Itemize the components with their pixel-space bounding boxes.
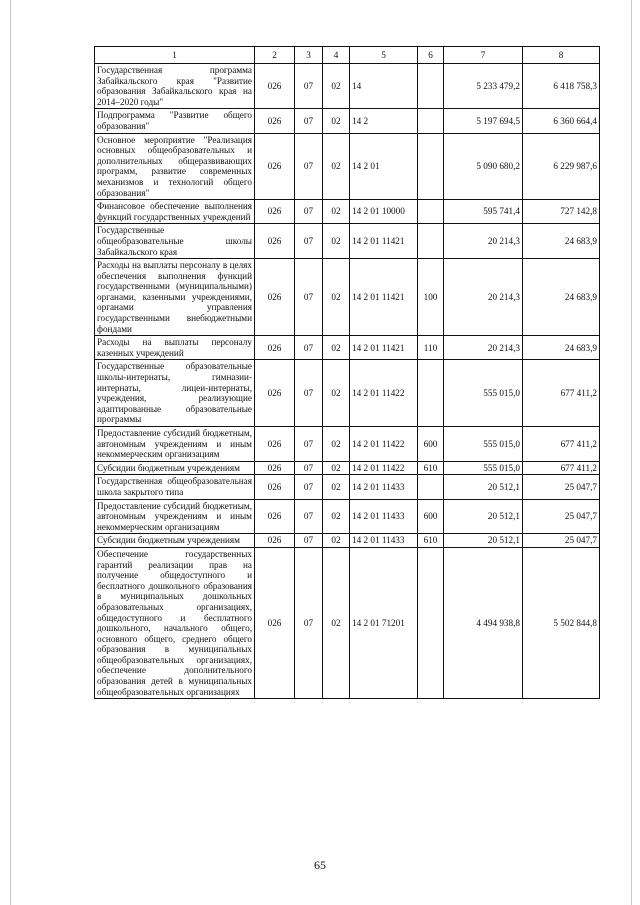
row-section-code: 07	[295, 547, 323, 698]
row-amount-year-1: 20 214,3	[444, 336, 523, 360]
row-subsection-code: 02	[323, 461, 350, 475]
row-ministry-code: 026	[255, 336, 295, 360]
row-ministry-code: 026	[255, 499, 295, 534]
table-row	[95, 547, 600, 698]
row-section-code: 07	[295, 109, 323, 133]
row-ministry-code: 026	[255, 133, 295, 200]
row-ministry-code: 026	[255, 534, 295, 548]
row-ministry-code: 026	[255, 109, 295, 133]
row-section-code: 07	[295, 534, 323, 548]
row-subsection-code: 02	[323, 547, 350, 698]
row-target-code: 14 2 01 11422	[350, 461, 418, 475]
row-expense-type: 110	[418, 336, 444, 360]
row-section-code: 07	[295, 475, 323, 499]
row-amount-year-2: 677 411,2	[523, 461, 600, 475]
row-amount-year-1: 5 090 680,2	[444, 133, 523, 200]
row-target-code: 14 2 01 11422	[350, 360, 418, 427]
row-amount-year-2: 24 683,9	[523, 259, 600, 336]
row-name: Предоставление субсидий бюджетным, автономным учреждениям и иным некоммерческим организациям	[95, 499, 255, 534]
row-name: Субсидии бюджетным учреждениям	[95, 461, 255, 475]
row-subsection-code: 02	[323, 360, 350, 427]
row-amount-year-2: 25 047,7	[523, 499, 600, 534]
table-row	[95, 133, 600, 200]
row-section-code: 07	[295, 64, 323, 109]
row-amount-year-2: 6 360 664,4	[523, 109, 600, 133]
row-target-code: 14 2 01 11421	[350, 224, 418, 259]
row-ministry-code: 026	[255, 427, 295, 462]
row-amount-year-2: 5 502 844,8	[523, 547, 600, 698]
row-amount-year-2: 25 047,7	[523, 475, 600, 499]
row-expense-type	[418, 109, 444, 133]
row-section-code: 07	[295, 427, 323, 462]
row-amount-year-1: 20 512,1	[444, 534, 523, 548]
column-header: 7	[444, 47, 523, 64]
row-name: Государственная программа Забайкальского края "Развитие образования Забайкальского края на 2014–2020 годы"	[95, 64, 255, 109]
header-row	[95, 47, 600, 64]
table-row	[95, 259, 600, 336]
row-expense-type	[418, 547, 444, 698]
row-target-code: 14 2 01 11433	[350, 475, 418, 499]
row-amount-year-2: 6 418 758,3	[523, 64, 600, 109]
row-amount-year-1: 5 233 479,2	[444, 64, 523, 109]
table-row	[95, 360, 600, 427]
table-row	[95, 64, 600, 109]
row-name: Государственная общеобразовательная школа закрытого типа	[95, 475, 255, 499]
row-target-code: 14 2 01 11422	[350, 427, 418, 462]
row-expense-type	[418, 224, 444, 259]
row-subsection-code: 02	[323, 224, 350, 259]
row-amount-year-2: 25 047,7	[523, 534, 600, 548]
row-ministry-code: 026	[255, 461, 295, 475]
row-name: Государственные образовательные школы-интернаты, гимназии-интернаты, лицеи-интернаты, учреждения, реализующие адаптированные образовательные программы	[95, 360, 255, 427]
column-header: 8	[523, 47, 600, 64]
table-row	[95, 109, 600, 133]
row-subsection-code: 02	[323, 259, 350, 336]
row-amount-year-2: 677 411,2	[523, 360, 600, 427]
row-section-code: 07	[295, 200, 323, 224]
budget-table	[94, 46, 600, 699]
row-name: Расходы на выплаты персоналу казенных учреждений	[95, 336, 255, 360]
row-amount-year-2: 24 683,9	[523, 224, 600, 259]
row-subsection-code: 02	[323, 64, 350, 109]
row-target-code: 14 2 01 11421	[350, 259, 418, 336]
row-section-code: 07	[295, 133, 323, 200]
row-amount-year-1: 20 214,3	[444, 259, 523, 336]
row-target-code: 14 2 01	[350, 133, 418, 200]
row-section-code: 07	[295, 259, 323, 336]
row-target-code: 14 2 01 11433	[350, 499, 418, 534]
row-amount-year-1: 555 015,0	[444, 461, 523, 475]
row-name: Предоставление субсидий бюджетным, автономным учреждениям и иным некоммерческим организациям	[95, 427, 255, 462]
row-name: Субсидии бюджетным учреждениям	[95, 534, 255, 548]
row-name: Финансовое обеспечение выполнения функций государственных учреждений	[95, 200, 255, 224]
column-header: 6	[418, 47, 444, 64]
row-ministry-code: 026	[255, 259, 295, 336]
table-row	[95, 475, 600, 499]
page-number: 65	[314, 858, 326, 872]
row-subsection-code: 02	[323, 534, 350, 548]
row-section-code: 07	[295, 461, 323, 475]
row-amount-year-1: 5 197 694,5	[444, 109, 523, 133]
row-subsection-code: 02	[323, 475, 350, 499]
row-amount-year-1: 20 512,1	[444, 475, 523, 499]
row-name: Расходы на выплаты персоналу в целях обеспечения выполнения функций государственными (муниципальными) органами, казенными учреждениями, органами управления государственными внебюджетными фондами	[95, 259, 255, 336]
row-name: Подпрограмма "Развитие общего образования"	[95, 109, 255, 133]
row-ministry-code: 026	[255, 547, 295, 698]
row-ministry-code: 026	[255, 64, 295, 109]
row-amount-year-2: 24 683,9	[523, 336, 600, 360]
row-amount-year-1: 20 512,1	[444, 499, 523, 534]
row-section-code: 07	[295, 499, 323, 534]
row-subsection-code: 02	[323, 133, 350, 200]
page-edge-left	[10, 0, 11, 905]
row-target-code: 14 2 01 11421	[350, 336, 418, 360]
row-target-code: 14 2 01 71201	[350, 547, 418, 698]
row-expense-type: 610	[418, 534, 444, 548]
row-subsection-code: 02	[323, 336, 350, 360]
row-target-code: 14 2 01 11433	[350, 534, 418, 548]
table-row	[95, 336, 600, 360]
row-amount-year-2: 677 411,2	[523, 427, 600, 462]
column-header: 3	[295, 47, 323, 64]
row-ministry-code: 026	[255, 360, 295, 427]
row-amount-year-1: 555 015,0	[444, 427, 523, 462]
row-subsection-code: 02	[323, 200, 350, 224]
row-ministry-code: 026	[255, 475, 295, 499]
page-edge-right	[631, 0, 632, 905]
row-expense-type: 600	[418, 499, 444, 534]
row-name: Основное мероприятие "Реализация основных общеобразовательных и дополнительных общеразвивающих программ, развитие современных механизмов и технологий общего образования"	[95, 133, 255, 200]
table-row	[95, 224, 600, 259]
row-section-code: 07	[295, 224, 323, 259]
row-target-code: 14	[350, 64, 418, 109]
row-amount-year-1: 555 015,0	[444, 360, 523, 427]
row-target-code: 14 2	[350, 109, 418, 133]
row-amount-year-1: 595 741,4	[444, 200, 523, 224]
row-expense-type	[418, 360, 444, 427]
row-expense-type: 100	[418, 259, 444, 336]
table-row	[95, 499, 600, 534]
column-header: 4	[323, 47, 350, 64]
row-expense-type: 610	[418, 461, 444, 475]
row-amount-year-1: 4 494 938,8	[444, 547, 523, 698]
column-header: 5	[350, 47, 418, 64]
row-expense-type	[418, 475, 444, 499]
row-subsection-code: 02	[323, 499, 350, 534]
row-subsection-code: 02	[323, 427, 350, 462]
row-expense-type	[418, 133, 444, 200]
row-ministry-code: 026	[255, 224, 295, 259]
row-name: Обеспечение государственных гарантий реализации прав на получение общедоступного и бесплатного дошкольного образования в муниципальных дошкольных образовательных организациях, общедоступного и бесплатного дошкольного, начального общего, основного общего, среднего общего образования в муниципальных общеобразовательных организациях, обеспечение дополнительного образования детей в муниципальных общеобразовательных организациях	[95, 547, 255, 698]
column-header: 2	[255, 47, 295, 64]
table-row	[95, 534, 600, 548]
row-amount-year-1: 20 214,3	[444, 224, 523, 259]
row-section-code: 07	[295, 336, 323, 360]
row-name: Государственные общеобразовательные школы Забайкальского края	[95, 224, 255, 259]
table-row	[95, 200, 600, 224]
row-amount-year-2: 6 229 987,6	[523, 133, 600, 200]
row-target-code: 14 2 01 10000	[350, 200, 418, 224]
row-section-code: 07	[295, 360, 323, 427]
row-expense-type	[418, 200, 444, 224]
table-row	[95, 427, 600, 462]
row-expense-type: 600	[418, 427, 444, 462]
table-row	[95, 461, 600, 475]
row-amount-year-2: 727 142,8	[523, 200, 600, 224]
row-subsection-code: 02	[323, 109, 350, 133]
row-ministry-code: 026	[255, 200, 295, 224]
row-expense-type	[418, 64, 444, 109]
column-header: 1	[95, 47, 255, 64]
